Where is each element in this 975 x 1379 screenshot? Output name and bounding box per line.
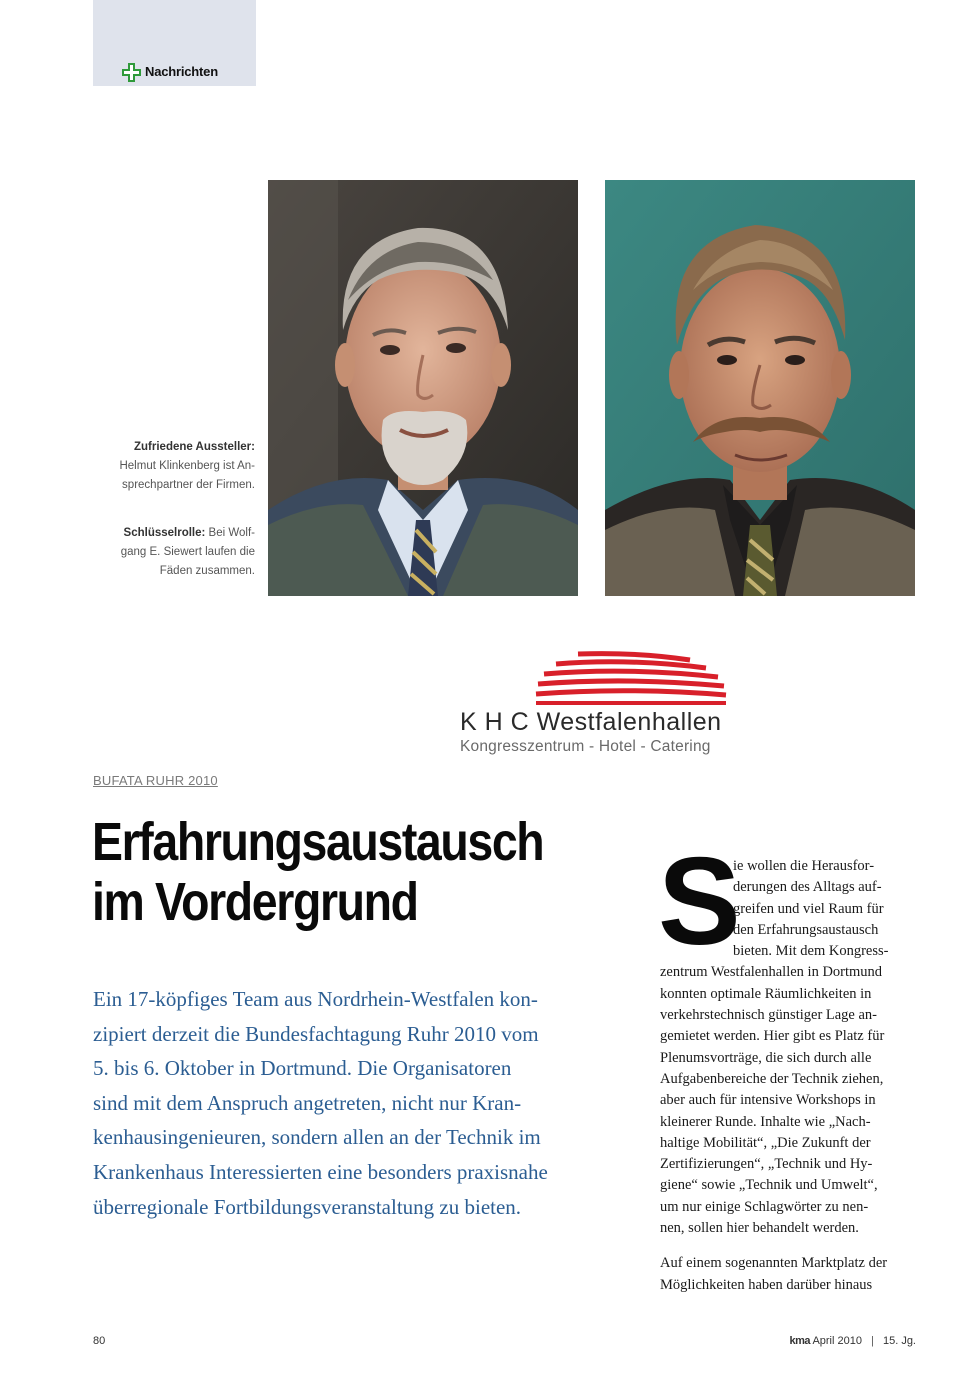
article-kicker[interactable]: BUFATA RUHR 2010 [93,773,218,788]
logo-tagline: Kongresszentrum - Hotel - Catering [460,738,711,755]
body-line: bieten. Mit dem Kongress- [733,943,889,960]
body-line: Zertifizierungen“, „Technik und Hy- [660,1156,873,1173]
drop-cap: S [658,833,741,971]
body-line: Möglichkeiten haben darüber hinaus [660,1276,873,1293]
body-line: aber auch für intensive Workshops in [660,1092,876,1109]
green-cross-icon [122,63,141,82]
logo-name: K H C Westfalenhallen [460,708,722,736]
lead-line: zipiert derzeit die Bundesfachtagung Ruhr 2010 vom [93,1021,539,1046]
body-line: verkehrstechnisch günstiger Lage an- [660,1007,878,1024]
article-body [660,856,916,1296]
body-line: derungen des Alltags auf- [733,879,882,896]
footer-separator: | [871,1335,874,1347]
body-line: konnten optimale Räumlichkeiten in [660,985,872,1002]
body-line: zentrum Westfalenhallen in Dortmund [660,964,883,981]
body-line: haltige Mobilität“, „Die Zukunft der [660,1134,871,1151]
lead-line: 5. bis 6. Oktober in Dortmund. Die Organisatoren [93,1056,512,1081]
photo-caption-klinkenberg [85,438,255,495]
section-tab [93,0,256,86]
headline-line: im Vordergrund [92,872,418,932]
magazine-volume: 15. Jg. [882,1335,916,1347]
article-headline [92,812,574,932]
section-label: Nachrichten [145,64,218,79]
caption-line: Helmut Klinkenberg ist An- [119,460,255,472]
photo-caption-siewert [85,524,255,581]
lead-line: sind mit dem Anspruch angetreten, nicht nur Kran- [93,1090,522,1115]
caption-line: gang E. Siewert laufen die [120,546,255,558]
body-line: giene“ sowie „Technik und Umwelt“, [660,1177,878,1194]
lead-line: überregionale Fortbildungsveranstaltung zu bieten. [93,1194,522,1219]
caption-title: Zufriedene Aussteller: [134,441,255,453]
page-number: 80 [93,1335,106,1347]
khc-westfalenhallen-logo [458,650,730,760]
magazine-footer [789,1335,916,1347]
body-line: Aufgabenbereiche der Technik ziehen, [660,1070,884,1087]
lead-line: kenhausingenieuren, sondern allen an der Technik im [93,1125,541,1150]
caption-line: sprechpartner der Firmen. [122,479,255,491]
article-lead [93,982,621,1224]
portrait-siewert [605,180,915,596]
body-line: gemietet werden. Hier gibt es Platz für [660,1028,885,1045]
body-line: kleinerer Runde. Inhalte wie „Nach- [660,1113,871,1130]
lead-line: Ein 17-köpfiges Team aus Nordrhein-Westfalen kon- [93,987,538,1011]
body-line: ie wollen die Herausfor- [733,858,875,874]
caption-line: Bei Wolf- [205,527,255,539]
body-line: greifen und viel Raum für [733,900,884,917]
body-line: den Erfahrungsaustausch [733,921,879,938]
lead-line: Krankenhaus Interessierten eine besonders praxisnahe [93,1159,548,1184]
caption-line: Fäden zusammen. [159,565,255,577]
portrait-klinkenberg [268,180,578,596]
paragraph-gap [660,1239,916,1253]
headline-line: Erfahrungsaustausch [92,812,544,872]
magazine-issue: April 2010 [812,1335,862,1347]
body-line: nen, sollen hier behandelt werden. [660,1220,859,1237]
body-line: Plenumsvorträge, die sich durch alle [660,1049,872,1066]
caption-title: Schlüsselrolle: [123,527,206,539]
magazine-brand: kma [789,1335,810,1347]
body-line: um nur einige Schlagwörter zu nen- [660,1198,869,1215]
westfalenhallen-roof-icon [458,650,730,706]
body-line: Auf einem sogenannten Marktplatz der [660,1255,888,1272]
